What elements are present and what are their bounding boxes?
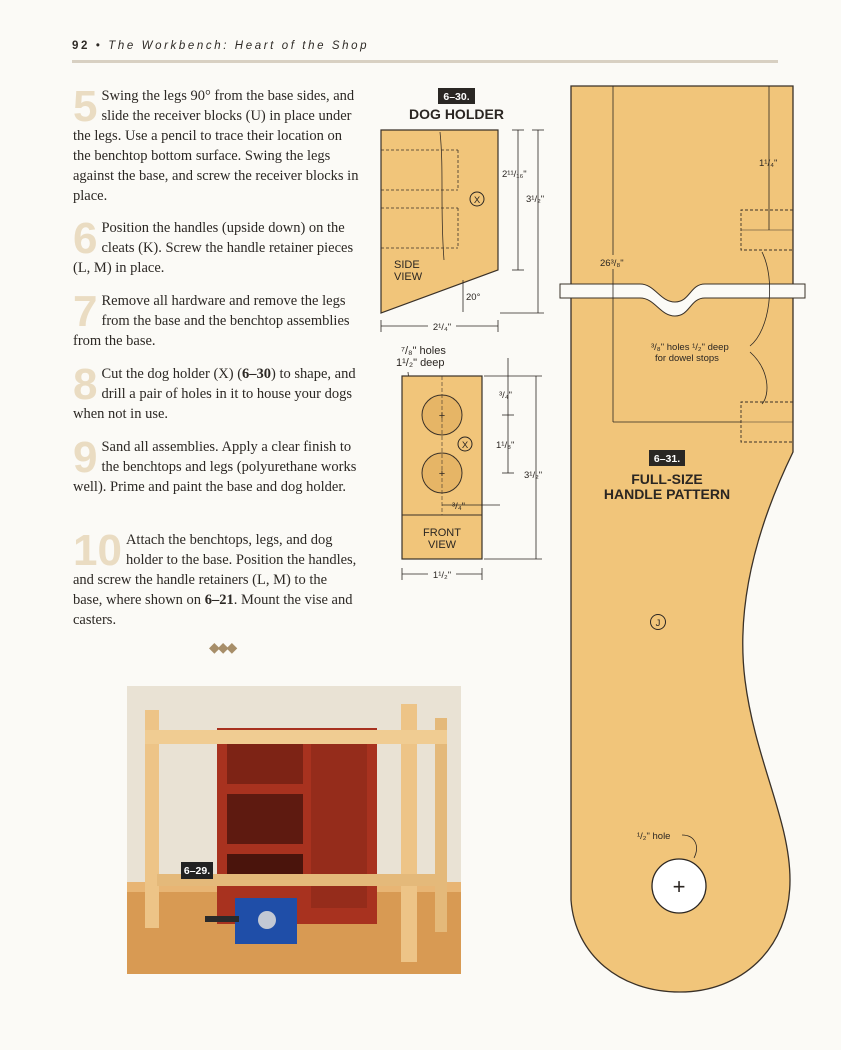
offset-dim: 1¹/₄" <box>759 158 778 169</box>
front-part-letter: X <box>461 440 469 451</box>
handle-hole-center: + <box>672 874 686 899</box>
step-number: 9 <box>73 433 98 482</box>
section-ornament: ◆◆◆ <box>209 641 236 656</box>
front-view-label: FRONT <box>423 527 461 539</box>
front-edge-dim: ³/₄" <box>452 501 466 512</box>
front-view-label: VIEW <box>427 539 457 551</box>
side-width-dim: 2¹/₄" <box>432 322 452 333</box>
step-number: 7 <box>73 287 98 336</box>
step-text: Sand all assemblies. Apply a clear finish to the benchtops and legs (polyurethane works well). Prime and paint the base and dog holder. <box>73 439 357 495</box>
step-text-before: Cut the dog holder (X) ( <box>101 366 243 382</box>
step-number: 5 <box>73 82 98 131</box>
side-view-label: SIDE <box>394 259 420 271</box>
hole-spacing-dim: 1¹/₈" <box>496 440 515 451</box>
header-bullet: • <box>95 40 103 52</box>
page-number: 92 <box>72 40 90 52</box>
dowel-note: ³/₈" holes ¹/₂" deep <box>651 342 729 353</box>
figure-reference: 6–21 <box>204 592 234 608</box>
side-height-dim: 2¹¹/₁₆" <box>502 169 527 180</box>
side-view-shape <box>381 130 498 313</box>
dog-holder-figure-tag: 6–30. <box>443 91 470 103</box>
handle-part-letter: J <box>655 618 661 629</box>
handle-title: HANDLE PATTERN <box>603 486 731 502</box>
step-number: 10 <box>73 526 122 575</box>
hole-center-mark: + <box>438 410 446 422</box>
side-view-label: VIEW <box>394 271 423 283</box>
step-text: Remove all hardware and remove the legs from the base and the benchtop assemblies from the base. <box>73 293 350 349</box>
hole-note: ¹/₂" hole <box>637 831 671 842</box>
holes-note: 1¹/₂" deep <box>396 357 445 369</box>
handle-title: FULL-SIZE <box>631 471 703 487</box>
figure-reference: 6–30 <box>242 366 272 382</box>
angle-dim: 20° <box>466 292 481 303</box>
photo-figure-tag: 6–29. <box>183 865 211 877</box>
step-number: 6 <box>73 214 98 263</box>
step-text: Swing the legs 90° from the base sides, and slide the receiver blocks (U) in place under the legs. Use a pencil to trace their location on the benchtop bottom surface. Swing the legs against the base, and screw the receiver blocks in place. <box>73 88 359 204</box>
dog-holder-title: DOG HOLDER <box>409 106 504 122</box>
side-part-letter: X <box>473 195 481 206</box>
hole-center-mark: + <box>438 468 446 480</box>
front-height-dim: 3¹/₂" <box>524 470 543 481</box>
length-dim: 26³/₈" <box>600 258 624 269</box>
dowel-note: for dowel stops <box>655 353 719 364</box>
front-top-dim: ³/₄" <box>499 390 513 401</box>
handle-shape <box>571 86 793 992</box>
step-text-before: Attach the benchtops, legs, and dog holder to the base. Position the handles, and screw the handle retainers (L, M) to the base, where shown on <box>73 532 357 608</box>
step-text-after: . Mount the vise and casters. <box>73 592 353 628</box>
side-total-dim: 3¹/₂" <box>526 194 545 205</box>
step-text: Position the handles (upside down) on the cleats (K). Screw the handle retainer pieces (L, M) in place. <box>73 220 354 276</box>
step-text-after: ) to shape, and drill a pair of holes in it to house your dogs when not in use. <box>73 366 356 422</box>
handle-figure-tag: 6–31. <box>653 453 681 465</box>
step-number: 8 <box>73 360 98 409</box>
front-width-dim: 1¹/₂" <box>432 570 452 581</box>
holes-note: ⁷/₈" holes <box>401 345 446 357</box>
book-title: The Workbench: Heart of the Shop <box>108 40 370 52</box>
